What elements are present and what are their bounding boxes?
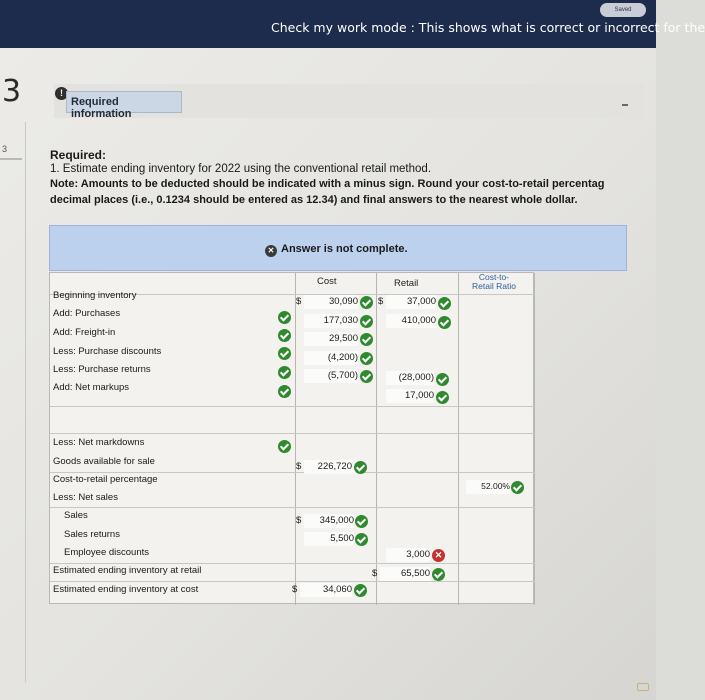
retail-dollar-sign: $ <box>378 296 384 307</box>
cost-value: (4,200) <box>327 352 358 363</box>
header-ratio-line2: Retail Ratio <box>472 281 516 291</box>
correct-check-icon <box>355 515 368 528</box>
correct-check-icon <box>360 370 373 383</box>
part-underline <box>0 158 22 160</box>
check-mode-text: Check my work mode : This shows what is correct or incorrect for the <box>271 20 705 35</box>
saved-badge: Saved <box>600 3 646 17</box>
row-divider <box>50 472 535 473</box>
retail-dollar-sign: $ <box>372 568 378 579</box>
required-title: Required: <box>50 148 107 162</box>
row-label: Estimated ending inventory at cost <box>53 584 199 595</box>
correct-check-icon <box>436 391 449 404</box>
row-label: Add: Net markups <box>53 382 130 393</box>
cost-value: 29,500 <box>328 333 358 344</box>
correct-check-icon <box>511 481 524 494</box>
col-divider <box>295 273 296 605</box>
row-divider <box>50 563 535 564</box>
cost-dollar-sign: $ <box>296 515 302 526</box>
row-label: Sales <box>64 510 88 521</box>
correct-check-icon <box>360 315 373 328</box>
correct-check-icon <box>360 296 373 309</box>
row-divider <box>50 406 535 407</box>
part-label[interactable]: 3 <box>2 144 8 154</box>
row-label: Sales returns <box>64 529 120 540</box>
row-label: Less: Net sales <box>53 492 118 503</box>
header-ratio <box>458 273 530 291</box>
row-label: Goods available for sale <box>53 456 155 467</box>
row-divider <box>50 507 535 508</box>
retail-value: 65,500 <box>400 568 430 579</box>
row-label: Add: Freight-in <box>53 327 116 338</box>
correct-check-icon <box>278 347 291 360</box>
col-divider <box>376 273 377 605</box>
ratio-value: 52.00% <box>481 481 510 491</box>
correct-check-icon <box>355 533 368 546</box>
row-label: Cost-to-retail percentage <box>53 474 158 485</box>
question-number: 3 <box>2 74 22 109</box>
cost-dollar-sign: $ <box>296 296 302 307</box>
incorrect-x-icon: ✕ <box>432 549 445 562</box>
instruction-line-1: 1. Estimate ending inventory for 2022 using the conventional retail method. <box>50 163 432 175</box>
row-divider <box>50 581 535 582</box>
top-bar <box>0 0 705 48</box>
cost-value: 226,720 <box>317 461 352 472</box>
cost-value: 5,500 <box>330 533 354 544</box>
cost-value: 345,000 <box>319 515 354 526</box>
row-label: Estimated ending inventory at retail <box>53 565 202 576</box>
correct-check-icon <box>354 461 367 474</box>
row-label: Add: Purchases <box>53 308 121 319</box>
header-ratio-line1: Cost-to- <box>478 272 510 282</box>
answer-status-text: Answer is not complete. <box>281 243 408 255</box>
collapse-icon[interactable] <box>622 104 628 106</box>
alert-icon: ! <box>55 87 68 100</box>
correct-check-icon <box>278 311 291 324</box>
row-label: Employee discounts <box>64 547 150 558</box>
correct-check-icon <box>278 440 291 453</box>
correct-check-icon <box>360 333 373 346</box>
retail-value: 410,000 <box>401 315 436 326</box>
row-label: Beginning inventory <box>53 290 137 301</box>
row-label: Less: Net markdowns <box>53 437 145 448</box>
cost-value: 177,030 <box>323 315 358 326</box>
row-label: Less: Purchase discounts <box>53 346 162 357</box>
retail-value: 17,000 <box>404 390 434 401</box>
retail-value: 3,000 <box>406 549 430 560</box>
corner-icon <box>637 683 649 691</box>
retail-value: 37,000 <box>406 296 436 307</box>
instruction-rounding: decimal places (i.e., 0.1234 should be entered as 12.34) and final answers to the nearest whole dollar. <box>50 194 578 206</box>
answer-status <box>265 243 408 257</box>
cost-dollar-sign: $ <box>296 461 302 472</box>
retail-value: (28,000) <box>398 372 434 383</box>
correct-check-icon <box>278 385 291 398</box>
correct-check-icon <box>278 366 291 379</box>
correct-check-icon <box>436 373 449 386</box>
correct-check-icon <box>438 316 451 329</box>
col-divider <box>458 273 459 605</box>
correct-check-icon <box>354 584 367 597</box>
x-circle-icon: ✕ <box>265 245 277 257</box>
cost-value: 34,060 <box>322 584 352 595</box>
row-divider <box>50 433 535 434</box>
cost-dollar-sign: $ <box>292 584 298 595</box>
header-retail: Retail <box>394 278 419 289</box>
cost-value: 30,090 <box>328 296 358 307</box>
left-rail <box>0 122 26 682</box>
header-cost: Cost <box>317 276 337 287</box>
col-divider <box>534 273 535 605</box>
correct-check-icon <box>360 352 373 365</box>
correct-check-icon <box>432 568 445 581</box>
cost-value: (5,700) <box>327 370 358 381</box>
instruction-note: Note: Amounts to be deducted should be indicated with a minus sign. Round your cost-to-retail percentag <box>50 178 605 190</box>
correct-check-icon <box>278 329 291 342</box>
correct-check-icon <box>438 297 451 310</box>
required-information-tab[interactable]: Required information <box>66 91 182 113</box>
row-label: Less: Purchase returns <box>53 364 151 375</box>
